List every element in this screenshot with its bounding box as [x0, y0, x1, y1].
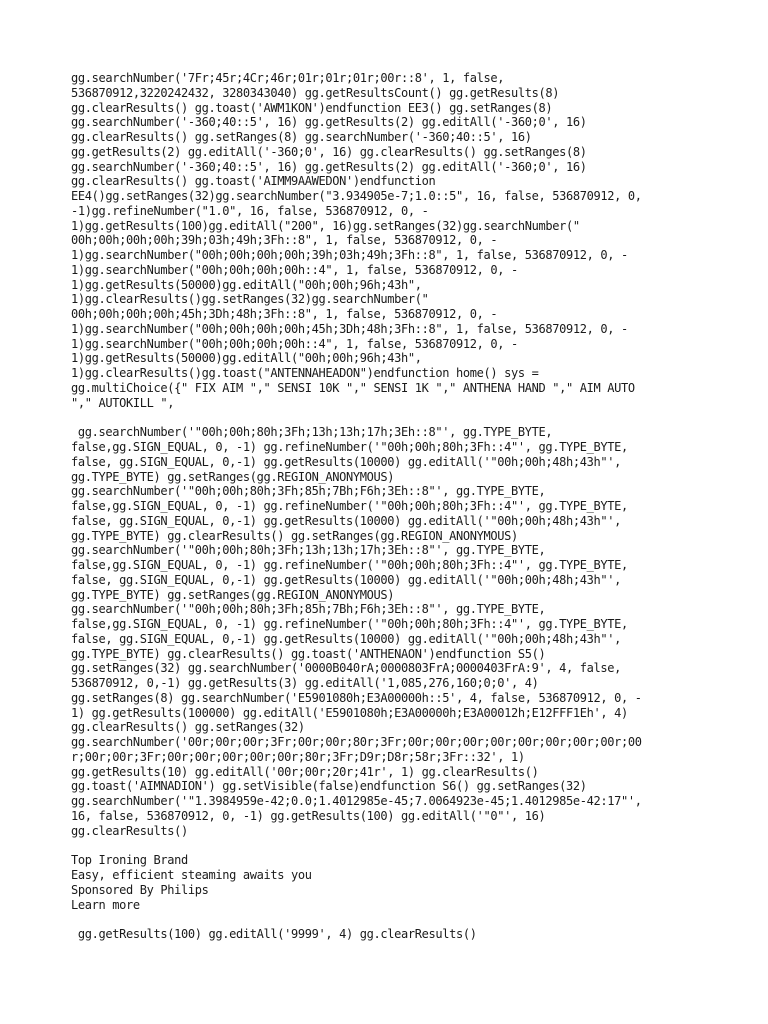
ad-tagline: Easy, efficient steaming awaits you	[71, 868, 312, 882]
spacer	[71, 410, 711, 425]
learn-more-link[interactable]: Learn more	[71, 897, 140, 912]
code-block-1: gg.searchNumber('7Fr;45r;4Cr;46r;01r;01r;01r;00r::8', 1, false, 536870912,3220242432, 3280343040) gg.getResultsCount() gg.getResults(8) gg.clearResults() gg.toast('AWM1KON')endfunction EE3() gg.setRanges(8) gg.searchNumber('-360;40::5', 16) gg.getResults(2) gg.editAll('-360;0', 16) gg.clearResults() gg.setRanges(8) gg.searchNumber('-360;40::5', 16) gg.getResults(2) gg.editAll('-360;0', 16) gg.clearResults() gg.setRanges(8) gg.searchNumber('-360;40::5', 16) gg.getResults(2) gg.editAll('-360;0', 16) gg.clearResults() gg.toast('AIMM9AAWEDON')endfunction EE4()gg.setRanges(32)gg.searchNumber("3.934905e-7;1.0::5", 16, false, 536870912, 0, -1)gg.refineNumber("1.0", 16, false, 536870912, 0, - 1)gg.getResults(100)gg.editAll("200", 16)gg.setRanges(32)gg.searchNumber(" 00h;00h;00h;00h;39h;03h;49h;3Fh::8", 1, false, 536870912, 0, - 1)gg.searchNumber("00h;00h;00h;00h;39h;03h;49h;3Fh::8", 1, false, 536870912, 0, - 1)gg.searchNumber("00h;00h;00h;00h::4", 1, false, 536870912, 0, - 1)gg.getResults(50000)gg.editAll("00h;00h;96h;43h", 1)gg.clearResults()gg.setRanges(32)gg.searchNumber(" 00h;00h;00h;00h;45h;3Dh;48h;3Fh::8", 1, false, 536870912, 0, - 1)gg.searchNumber("00h;00h;00h;00h;45h;3Dh;48h;3Fh::8", 1, false, 536870912, 0, - 1)gg.searchNumber("00h;00h;00h;00h::4", 1, false, 536870912, 0, - 1)gg.getResults(50000)gg.editAll("00h;00h;96h;43h", 1)gg.clearResults()gg.toast("ANTENNAHEADON")endfunction home() sys = gg.multiChoice({" FIX AIM "," SENSI 10K "," SENSI 1K "," ANTHENA HAND "," AIM AUTO "," AUTOKILL ",	[71, 71, 642, 410]
spacer	[71, 838, 711, 853]
sponsored-ad	[71, 853, 711, 912]
code-block-2: gg.searchNumber('"00h;00h;80h;3Fh;13h;13h;17h;3Eh::8"', gg.TYPE_BYTE, false,gg.SIGN_EQUAL, 0, -1) gg.refineNumber('"00h;00h;80h;3Fh::4"', gg.TYPE_BYTE, false, gg.SIGN_EQUAL, 0,-1) gg.getResults(10000) gg.editAll('"00h;00h;48h;43h"', gg.TYPE_BYTE) gg.setRanges(gg.REGION_ANONYMOUS) gg.searchNumber('"00h;00h;80h;3Fh;85h;7Bh;F6h;3Eh::8"', gg.TYPE_BYTE, false,gg.SIGN_EQUAL, 0, -1) gg.refineNumber('"00h;00h;80h;3Fh::4"', gg.TYPE_BYTE, false, gg.SIGN_EQUAL, 0,-1) gg.getResults(10000) gg.editAll('"00h;00h;48h;43h"', gg.TYPE_BYTE) gg.clearResults() gg.setRanges(gg.REGION_ANONYMOUS) gg.searchNumber('"00h;00h;80h;3Fh;13h;13h;17h;3Eh::8"', gg.TYPE_BYTE, false,gg.SIGN_EQUAL, 0, -1) gg.refineNumber('"00h;00h;80h;3Fh::4"', gg.TYPE_BYTE, false, gg.SIGN_EQUAL, 0,-1) gg.getResults(10000) gg.editAll('"00h;00h;48h;43h"', gg.TYPE_BYTE) gg.setRanges(gg.REGION_ANONYMOUS) gg.searchNumber('"00h;00h;80h;3Fh;85h;7Bh;F6h;3Eh::8"', gg.TYPE_BYTE, false,gg.SIGN_EQUAL, 0, -1) gg.refineNumber('"00h;00h;80h;3Fh::4"', gg.TYPE_BYTE, false, gg.SIGN_EQUAL, 0,-1) gg.getResults(10000) gg.editAll('"00h;00h;48h;43h"', gg.TYPE_BYTE) gg.clearResults() gg.toast('ANTHENAON')endfunction S5() gg.setRanges(32) gg.searchNumber('0000B040rA;0000803FrA;0000403FrA:9', 4, false, 536870912, 0,-1) gg.getResults(3) gg.editAll('1,085,276,160;0;0', 4) gg.setRanges(8) gg.searchNumber('E5901080h;E3A00000h::5', 4, false, 536870912, 0, - 1) gg.getResults(100000) gg.editAll('E5901080h;E3A00000h;E3A00012h;E12FFF1Eh', 4) gg.clearResults() gg.setRanges(32) gg.searchNumber('00r;00r;00r;3Fr;00r;00r;80r;3Fr;00r;00r;00r;00r;00r;00r;00r;00r;00 r;00r;00r;3Fr;00r;00r;00r;00r;00r;80r;3Fr;D9r;D8r;58r;3Fr::32', 1) gg.getResults(10) gg.editAll('00r;00r;20r;41r', 1) gg.clearResults() gg.toast('AIMNADION') gg.setVisible(false)endfunction S6() gg.setRanges(32) gg.searchNumber('"1.3984959e-42;0.0;1.4012985e-45;7.0064923e-45;1.4012985e-42:17"', 16, false, 536870912, 0, -1) gg.getResults(100) gg.editAll('"0"', 16) gg.clearResults()	[71, 425, 642, 838]
document-page	[71, 71, 711, 942]
ad-title: Top Ironing Brand	[71, 853, 188, 868]
spacer	[71, 912, 711, 927]
code-block-3: gg.getResults(100) gg.editAll('9999', 4) gg.clearResults()	[71, 927, 477, 942]
ad-sponsor: Sponsored By Philips	[71, 882, 209, 897]
